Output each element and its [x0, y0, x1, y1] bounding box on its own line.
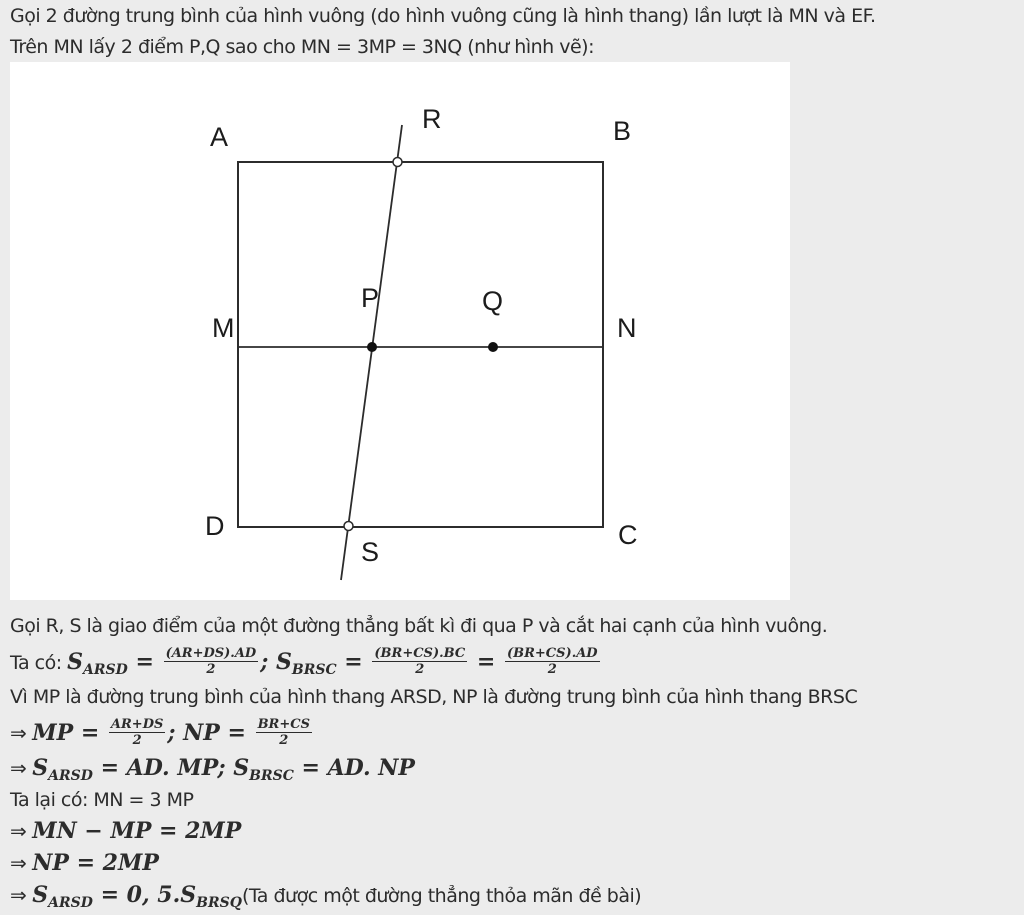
implies-arrow: ⇒ — [10, 756, 27, 780]
label-p: P — [361, 283, 380, 313]
label-b: B — [613, 116, 632, 146]
fraction: $\frac{AR+DS}{2}$ — [110, 717, 164, 748]
label-s: S — [361, 537, 380, 567]
body-line-5: ⇒ $S_{ARSD}$ = AD. MP; $S_{BRSC}$ = AD. NP — [10, 755, 415, 784]
body-line-7: ⇒ MN − MP = 2MP — [10, 818, 242, 844]
body-line-2: Ta có: $S_{ARSD}$ = $\frac{(AR+DS).AD}{2}$ ; $S_{BRSC}$ = $\frac{(BR+CS).BC}{2}$ = $\frac{(BR+CS).AD}{2}$ — [10, 646, 598, 678]
point-q-marker — [488, 342, 498, 352]
implies-arrow: ⇒ — [10, 883, 27, 907]
fraction: $\frac{BR+CS}{2}$ — [257, 717, 310, 748]
body-line-8: ⇒ NP = 2MP — [10, 850, 159, 876]
point-p-marker — [367, 342, 377, 352]
point-s-marker — [344, 522, 353, 531]
square-diagram — [10, 62, 790, 600]
implies-arrow: ⇒ — [10, 819, 27, 843]
body-line-3: Vì MP là đường trung bình của hình thang ARSD, NP là đường trung bình của hình thang BRSC — [10, 686, 858, 708]
point-r-marker — [393, 158, 402, 167]
fraction: $\frac{(BR+CS).BC}{2}$ — [374, 646, 466, 677]
body-line-1: Gọi R, S là giao điểm của một đường thẳng bất kì đi qua P và cắt hai cạnh của hình vuông. — [10, 615, 828, 637]
geometry-figure — [10, 62, 790, 600]
label-c: C — [618, 520, 638, 550]
label-n: N — [617, 313, 637, 343]
label-m: M — [212, 313, 235, 343]
label-q: Q — [482, 286, 504, 316]
label-a: A — [210, 122, 229, 152]
fraction: $\frac{(BR+CS).AD}{2}$ — [506, 646, 598, 677]
label-d: D — [205, 511, 225, 541]
body-line-6: Ta lại có: MN = 3 MP — [10, 789, 194, 811]
intro-line-2: Trên MN lấy 2 điểm P,Q sao cho MN = 3MP = 3NQ (như hình vẽ): — [10, 36, 594, 58]
body-line-9: ⇒ $S_{ARSD} = 0$, $5.S_{BRSQ}(Ta$ được một đường thẳng thỏa mãn đề bài) — [10, 882, 642, 911]
line-rs — [341, 125, 402, 580]
fraction: $\frac{(AR+DS).AD}{2}$ — [165, 646, 257, 677]
square-abcd — [238, 162, 603, 527]
label-r: R — [422, 104, 442, 134]
body-line-4: ⇒ MP = $\frac{AR+DS}{2}$ ; NP = $\frac{BR+CS}{2}$ — [10, 717, 310, 748]
intro-line-1: Gọi 2 đường trung bình của hình vuông (do hình vuông cũng là hình thang) lần lượt là MN và EF. — [10, 5, 876, 27]
implies-arrow: ⇒ — [10, 851, 27, 875]
implies-arrow: ⇒ — [10, 721, 27, 745]
